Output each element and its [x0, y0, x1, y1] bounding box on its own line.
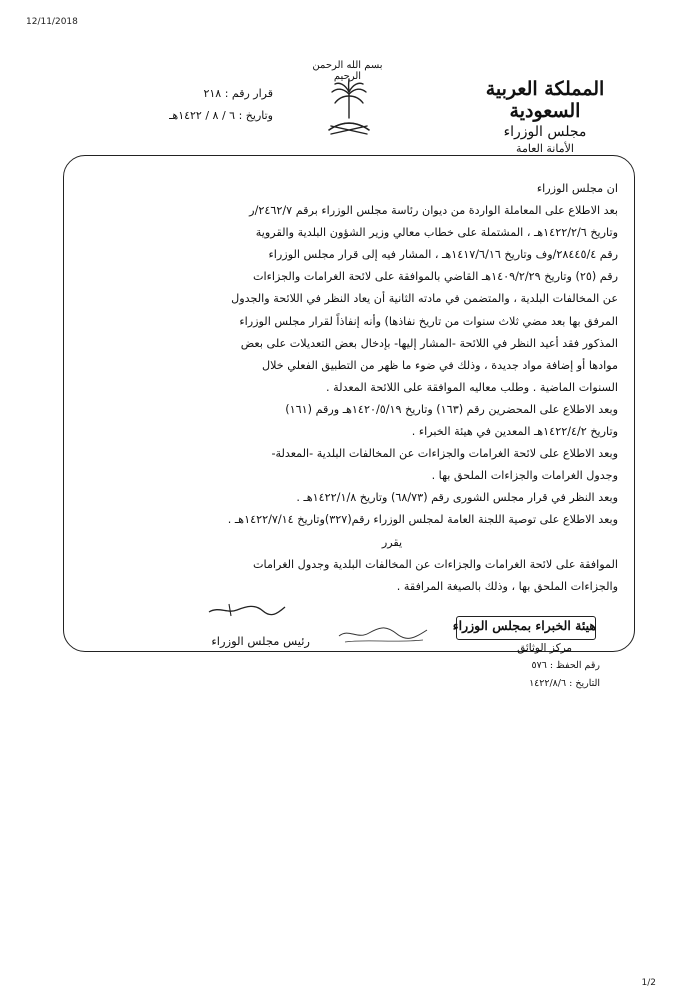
body-line: وبعد الاطلاع على لائحة الغرامات والجزاءات عن المخالفات البلدية -المعدلة- — [271, 447, 618, 461]
body-line: رقم (٢٥) وتاريخ ١٤٠٩/٢/٢٩هـ القاضي بالموافقة على لائحة الغرامات والجزاءات — [253, 270, 618, 284]
decision-date: وتاريخ : ٦ / ٨ / ١٤٢٢هـ — [169, 109, 273, 122]
stamp-date: التاريخ : ١٤٢٢/٨/٦ — [529, 678, 600, 689]
page-number: 1/2 — [641, 978, 656, 988]
body-line: وبعد النظر في قرار مجلس الشورى رقم (٦٨/٧٣) وتاريخ ١٤٢٢/١/٨هـ . — [296, 491, 618, 505]
basmala: بسم الله الرحمن الرحيم — [312, 60, 383, 82]
saudi-emblem-icon — [323, 78, 375, 138]
decides-heading: يقرر — [381, 535, 403, 549]
body-line: بعد الاطلاع على المعاملة الواردة من ديوان رئاسة مجلس الوزراء برقم ٢٤٦٢/٧/ر — [249, 204, 618, 218]
stamp-center: مركز الوثائق — [517, 642, 572, 654]
kingdom-name: المملكة العربية السعودية — [485, 78, 605, 122]
decision-number: قرار رقم : ٢١٨ — [203, 87, 273, 100]
decision-reference — [98, 83, 273, 127]
body-line: موادها أو إضافة مواد جديدة ، وذلك في ضوء ما ظهر من التطبيق الفعلي خلال — [262, 358, 618, 372]
document-body — [76, 178, 618, 598]
general-secretariat: الأمانة العامة — [516, 142, 574, 155]
body-line: رقم ٢٨٤٤٥/٤/وف وتاريخ ١٤١٧/٦/١٦هـ ، المشار فيه إلى قرار مجلس الوزراء — [268, 248, 618, 262]
body-line: والجزاءات الملحق بها ، وذلك بالصيغة المرافقة . — [396, 579, 618, 593]
council-name: مجلس الوزراء — [503, 124, 587, 140]
body-line: وتاريخ ١٤٢٢/٢/٦هـ ، المشتملة على خطاب معالي وزير الشؤون البلدية والقروية — [255, 226, 618, 240]
body-line: ان مجلس الوزراء — [536, 182, 618, 195]
body-line: الموافقة على لائحة الغرامات والجزاءات عن المخالفات البلدية وجدول الغرامات — [253, 557, 618, 571]
letterhead — [460, 78, 630, 155]
body-line: وتاريخ ١٤٢٢/٤/٢هـ المعدين في هيئة الخبراء . — [411, 425, 618, 439]
body-line: المرفق بها بعد مضي ثلاث سنوات من تاريخ نفاذها) وأنه إنفاذاً لقرار مجلس الوزراء — [239, 314, 618, 328]
stamp-authority: هيئة الخبراء بمجلس الوزراء — [452, 618, 596, 633]
body-line: وبعد الاطلاع على المحضرين رقم (١٦٣) وتاريخ ١٤٢٠/٥/١٩هـ ورقم (١٦١) — [285, 402, 618, 416]
body-line: المذكور فقد أعيد النظر في اللائحة -المشار إليها- بإدخال بعض التعديلات على بعض — [240, 336, 618, 350]
body-line: وبعد الاطلاع على توصية اللجنة العامة لمجلس الوزراء رقم(٣٢٧)وتاريخ ١٤٢٢/٧/١٤هـ . — [227, 513, 618, 527]
stamp-number: رقم الحفظ : ٥٧٦ — [531, 660, 600, 671]
handwritten-signature — [207, 602, 287, 618]
body-line: وجدول الغرامات والجزاءات الملحق بها . — [431, 469, 618, 483]
signature-title: رئيس مجلس الوزراء — [211, 634, 310, 648]
archive-stamp — [450, 612, 600, 702]
body-line: السنوات الماضية . وطلب معاليه الموافقة على اللائحة المعدلة . — [325, 380, 618, 394]
body-line: عن المخالفات البلدية ، والمتضمن في مادته الثانية أن يعاد النظر في اللائحة والجدول — [231, 292, 618, 306]
stamp-signature — [335, 622, 430, 647]
print-date: 12/11/2018 — [26, 17, 78, 27]
